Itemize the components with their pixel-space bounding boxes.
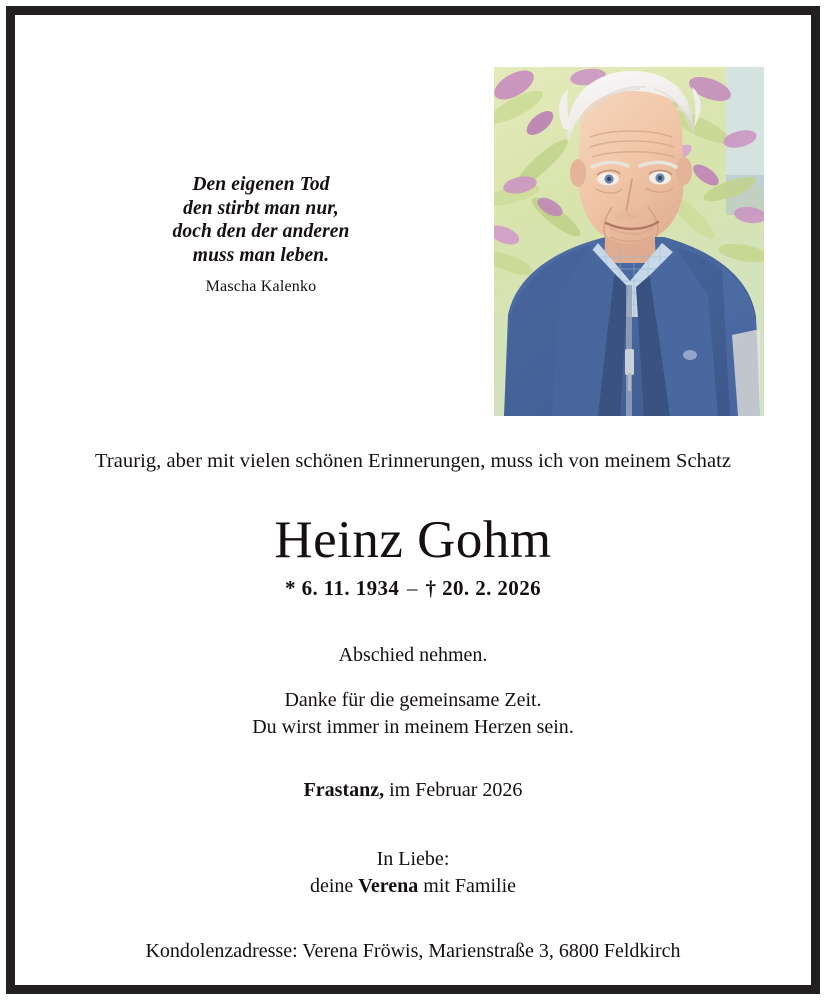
place-and-date [15, 777, 811, 803]
lead-line: Traurig, aber mit vielen schönen Erinnerungen, muss ich von meinem Schatz [95, 450, 731, 472]
memorial-quote [111, 173, 411, 297]
signature-names [15, 873, 811, 900]
signature-person: Verena [358, 875, 419, 897]
farewell-line: Abschied nehmen. [338, 644, 488, 666]
life-dates [15, 575, 811, 602]
thanks-block [15, 687, 811, 741]
condolence-address: Kondolenzadresse: Verena Fröwis, Marienstraße 3, 6800 Feldkirch [145, 940, 681, 962]
birth-date: 6. 11. 1934 [301, 576, 400, 600]
quote-author: Mascha Kalenko [205, 278, 317, 295]
quote-line-2: den stirbt man nur, [183, 197, 339, 219]
deceased-name: Heinz Gohm [274, 511, 552, 569]
quote-line-3: doch den der anderen [172, 221, 350, 242]
signature-prefix: deine [309, 875, 359, 897]
notice-content [15, 15, 811, 985]
portrait-photo [494, 67, 764, 416]
date-separator: – [406, 576, 418, 600]
quote-line-4: muss man leben. [192, 244, 330, 266]
mourning-border-frame [6, 6, 820, 994]
death-date: 20. 2. 2026 [442, 576, 541, 600]
signature-intro: In Liebe: [376, 848, 450, 870]
thanks-line-2: Du wirst immer in meinem Herzen sein. [252, 716, 574, 738]
portrait-illustration [494, 67, 764, 416]
thanks-line-1: Danke für die gemeinsame Zeit. [284, 689, 542, 711]
notice-date: im Februar 2026 [384, 779, 523, 801]
signature-suffix: mit Familie [418, 875, 517, 897]
place-name: Frastanz, [303, 779, 385, 801]
death-symbol: † [425, 576, 437, 600]
quote-line-1: Den eigenen Tod [192, 174, 330, 195]
signature-block [15, 846, 811, 900]
birth-symbol: * [285, 576, 296, 600]
